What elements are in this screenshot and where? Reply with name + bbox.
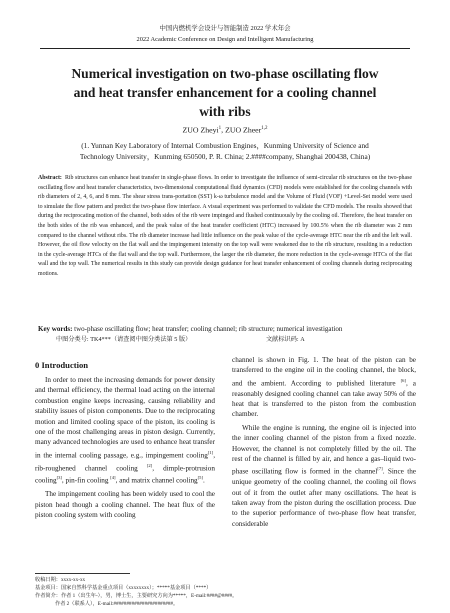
citation-3: [3] — [56, 475, 62, 481]
intro-p1-text-b: , rib-roughened channel cooling — [35, 451, 215, 473]
affiliation-line-1: (1. Yunnan Key Laboratory of Internal Combustion Engines，Kunming University of Science and — [81, 141, 369, 150]
citation-1: [1] — [207, 449, 214, 455]
citation-2: [2] — [146, 462, 153, 468]
intro-p1-text-f: . — [203, 476, 205, 485]
right-p1-text: channel is shown in Fig. 1. The heat of the piston can be transferred to the engine oil in the cooling channel, the block, and the ambient. According to published literature — [232, 356, 416, 388]
running-header-cn: 中国内燃机学会设计与智能制造 2022 学术年会 — [159, 25, 291, 32]
author-separator: , — [221, 125, 226, 135]
intro-paragraph-1 — [35, 375, 215, 486]
keywords-text: two-phase oscillating flow; heat transfer; cooling channel; rib structure; numerical investigation — [72, 325, 343, 333]
title-line-3: with ribs — [199, 104, 251, 119]
right-paragraph-1 — [232, 355, 416, 420]
intro-p1-text: In order to meet the increasing demands for power density and thermal efficiency, the thermal load acting on the internal combustion engine keeps increasing, causing reliability and stability issues of piston components. Due to the reciprocating motion and limited cooling space of the piston, its cooling is one of the most challenging areas in piston design. Currently, many advanced technologies are used to enhance heat transfer in the internal cooling passage, e.g., impingement cooling — [35, 376, 215, 460]
right-p1-text-b: , a reasonably designed cooling channel can take away 50% of the heat that is transferred to the piston from the combustion chamber. — [232, 379, 416, 419]
abstract-label: Abstract: — [38, 175, 62, 181]
citation-5: [5] — [197, 475, 203, 481]
footnote-received: 收稿日期：xxxx-xx-xx — [35, 577, 86, 583]
footnote-rule — [35, 573, 130, 574]
keywords — [38, 325, 412, 334]
intro-paragraph-2: The impingement cooling has been widely used to cool the piston head though a cooling channel. The heat flux of the piston cooling system with cooling — [35, 490, 215, 520]
section-title: 0 Introduction — [35, 360, 89, 370]
citation-6: [6] — [400, 377, 406, 383]
abstract-text: Rib structures can enhance heat transfer in single-phase flows. In order to investigate the influence of semi-circular rib structures on the two-phase oscillating flow and heat transfer characteristics, two-dimensional computational fluid dynamics (CFD) models were established for the cooling channels with rib diameters of 2, 4, 6, and 8 mm. The shear stress trans-portation (SST) k-ω turbulence model and the Volume of Fluid (VOF) +Level-Set model were used to simulate the flow pattern and predict the two-phase flow interface. A visual experiment was performed to validate the CFD models. The results showed that during the reciprocating motion of the channel, both sides of the rib were impinged and flushed continuously by the cooling oil. Therefore, the heat transfer on the both sides of the rib was enhanced, and the peak value of the heat transfer coefficient (HTC) increased by 100.5% when the rib diameter was 2 mm compared to the channel without ribs. The rib diameter increase had little influence on the peak value of the cycle-average HTC near the rib and the left wall. However, the oil flow velocity on the flat wall and the impingement intensity on the top wall were weakened due to the rib structure, resulting in a reduction in the cycle-average HTCs of the flat wall and the top wall. Furthermore, the larger the rib diameter, the more reduction in the cycle-average HTCs of the flat wall and the top wall. The numerical results in this study can provide design guidance for heat transfer enhancement of cooling channels during reciprocating motions. — [38, 175, 412, 277]
right-paragraph-2 — [232, 423, 416, 529]
citation-4: [4] — [110, 475, 116, 481]
paper-title — [30, 64, 420, 121]
right-column — [232, 355, 416, 532]
keywords-label: Key words: — [38, 325, 73, 333]
classification-line — [56, 336, 305, 344]
classification-number: 中图分类号: TK4***（请查阅中图分类法第 5 版） — [56, 336, 192, 343]
header-rule — [40, 48, 410, 49]
running-header-en: 2022 Academic Conference on Design and Intelligent Manufacturing — [136, 36, 314, 43]
citation-7: [7] — [377, 466, 383, 472]
intro-p1-text-c: , dimple-protrusion cooling — [35, 464, 215, 485]
footnote-funding: 基金项目：国家自然科学基金重点项目（xxxxxxxx）；*****基金项目（****） — [35, 585, 212, 591]
author-2: ZUO Zheer — [225, 125, 262, 135]
right-p2-text: While the engine is running, the engine oil is injected into the inner cooling channel of the piston from a fixed nozzle. However, the channel is not completely filled by the oil. The rest of the channel is filled by air, and hence a gas–liquid two-phase oscillating flow is formed in the channel — [232, 423, 416, 476]
author-list — [0, 124, 450, 136]
author-1: ZUO Zheyi — [182, 125, 219, 135]
document-code: 文献标识码: A — [266, 336, 305, 343]
intro-p1-text-d: , pin-fin cooling — [61, 476, 111, 485]
title-line-2: and heat transfer enhancement for a cooling channel — [73, 85, 377, 100]
title-line-1: Numerical investigation on two-phase oscillating flow — [71, 66, 379, 81]
author-2-affil: 1,2 — [261, 126, 268, 131]
affiliations — [30, 140, 420, 162]
affiliation-line-2: Technology University，Kunming 650500, P. R. China; 2.####company, Shanghai 200438, China) — [79, 152, 371, 161]
author-1-affil: 1 — [218, 126, 222, 131]
footnote-author-bio: 作者简介：作者 1（出生年-），男，博士生，主要研究方向为*****，E-mail:####@####。 — [35, 593, 238, 599]
left-column — [35, 355, 215, 523]
footnote-contact: 作者 2（联系人），E-mail:#######################。 — [55, 601, 179, 607]
right-p2-text-b: . Since the unique geometry of the cooling channel, the cooling oil flows out of it from the outlet after many oscillations. The heat is taken away from the piston during the oscillation process. Due to the superior performance of two-phase flow heat transfer, considerable — [232, 467, 416, 528]
abstract — [38, 174, 412, 280]
intro-p1-text-e: , and matrix channel cooling — [115, 476, 198, 485]
